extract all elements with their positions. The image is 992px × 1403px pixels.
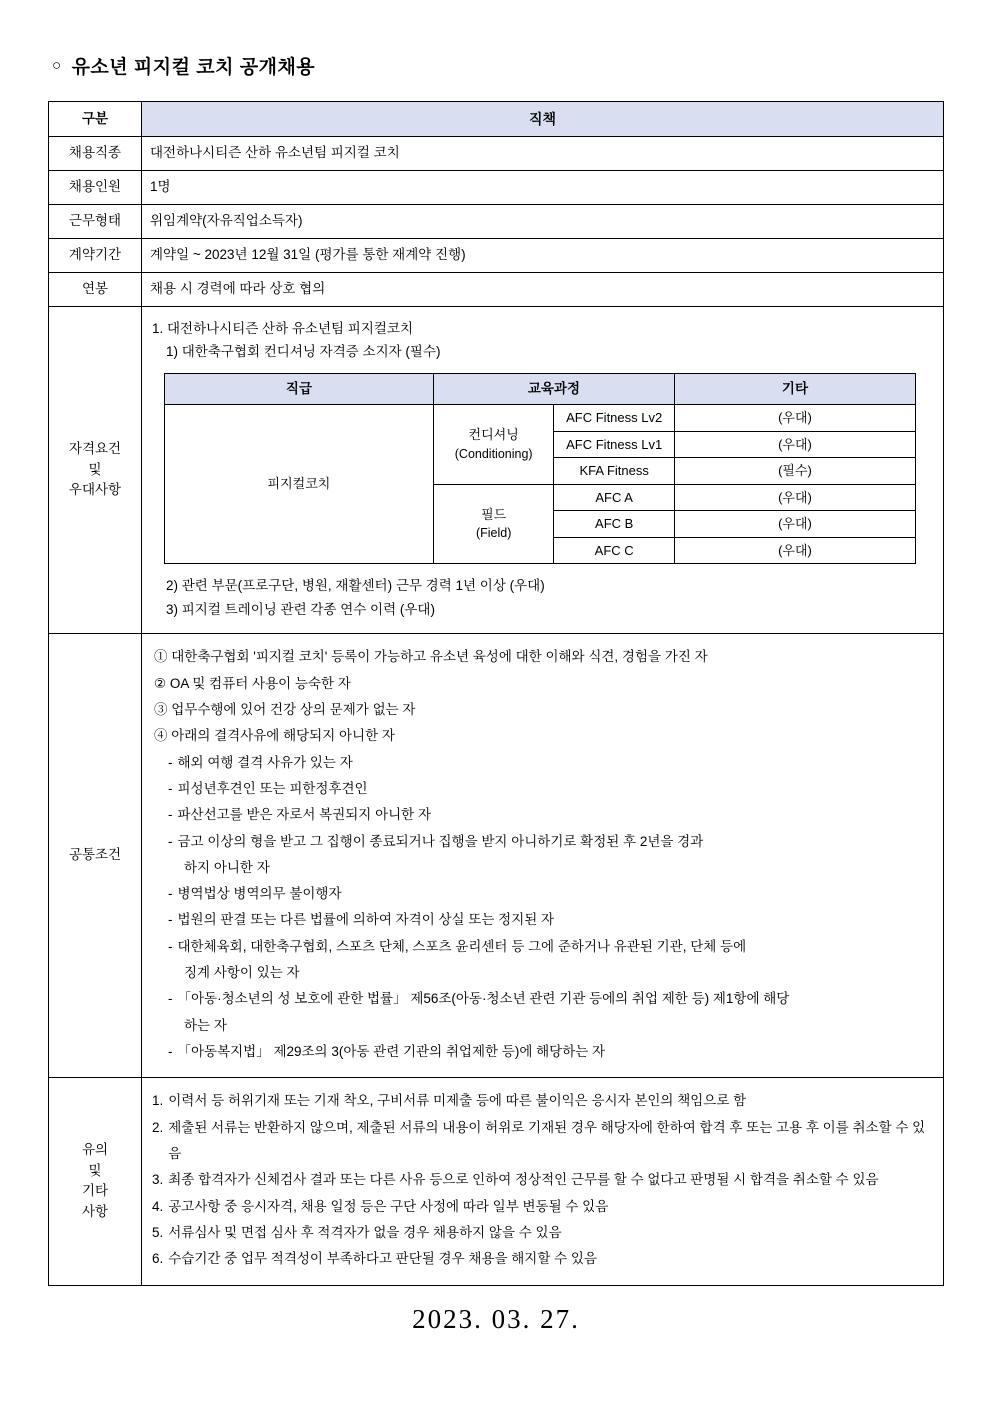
label-line: 자격요건 xyxy=(68,440,122,456)
note-item xyxy=(152,1246,933,1272)
certification-table xyxy=(164,373,916,564)
certification-header-row xyxy=(165,373,916,404)
condition-subitem xyxy=(152,829,933,855)
qualification-line-3: 2) 관련 부문(프로구단, 병원, 재활센터) 근무 경력 1년 이상 (우대) xyxy=(166,578,545,594)
row-label-qualification xyxy=(49,306,142,634)
cert-etc: (우대) xyxy=(674,537,915,564)
note-item xyxy=(152,1167,933,1193)
table-row xyxy=(49,137,944,171)
column-header-category: 구분 xyxy=(49,102,142,137)
label-line: 기타 xyxy=(81,1183,109,1199)
condition-subitem xyxy=(152,750,933,776)
note-number: 3. xyxy=(152,1172,164,1188)
condition-subitem-text: 피성년후견인 또는 피한정후견인 xyxy=(177,780,368,796)
table-row xyxy=(49,204,944,238)
dash-icon: - xyxy=(168,1044,173,1060)
row-label: 채용인원 xyxy=(49,170,142,204)
condition-subitem-text: 대한체육회, 대한축구협회, 스포츠 단체, 스포츠 윤리센터 등 그에 준하거나 유관된 기관, 단체 등에 xyxy=(177,938,747,954)
cert-column-course: 교육과정 xyxy=(433,373,674,404)
document-date: 2023. 03. 27. xyxy=(412,1303,580,1334)
row-value: 위임계약(자유직업소득자) xyxy=(142,204,944,238)
dash-icon: - xyxy=(168,807,173,823)
qualification-content xyxy=(142,306,944,634)
row-label-common-conditions: 공통조건 xyxy=(49,634,142,1078)
condition-continuation: 하지 아니한 자 xyxy=(184,859,270,875)
cert-course-name: 컨디셔닝 xyxy=(468,427,519,443)
condition-subitem xyxy=(152,986,933,1012)
condition-subitem-text: 「아동·청소년의 성 보호에 관한 법률」 제56조(아동·청소년 관련 기관 등에의 취업 제한 등) 제1항에 해당 xyxy=(177,991,790,1007)
note-text: 공고사항 중 응시자격, 채용 일정 등은 구단 사정에 따라 일부 변동될 수 있음 xyxy=(168,1198,609,1214)
row-label-notes xyxy=(49,1078,142,1285)
note-text: 서류심사 및 면접 심사 후 적격자가 없을 경우 채용하지 않을 수 있음 xyxy=(168,1224,562,1240)
recruitment-table xyxy=(48,101,944,1286)
note-text: 이력서 등 허위기재 또는 기재 착오, 구비서류 미제출 등에 따른 불이익은 응시자 본인의 책임으로 함 xyxy=(168,1093,747,1109)
label-line: 유의 xyxy=(81,1141,109,1157)
row-value: 대전하나시티즌 산하 유소년팀 피지컬 코치 xyxy=(142,137,944,171)
label-line: 우대사항 xyxy=(68,482,122,498)
label-line: 사항 xyxy=(81,1204,109,1220)
note-number: 4. xyxy=(152,1198,164,1214)
dash-icon: - xyxy=(168,780,173,796)
condition-item: ② OA 및 컴퓨터 사용이 능숙한 자 xyxy=(154,675,351,691)
cert-name: AFC Fitness Lv2 xyxy=(554,405,675,432)
note-number: 2. xyxy=(152,1119,164,1135)
dash-icon: - xyxy=(168,938,173,954)
condition-subitem xyxy=(152,802,933,828)
dash-icon: - xyxy=(168,833,173,849)
label-line: 및 xyxy=(88,1162,102,1178)
certification-row xyxy=(165,405,916,432)
cert-etc: (우대) xyxy=(674,405,915,432)
condition-continuation: 징계 사항이 있는 자 xyxy=(184,965,300,981)
note-number: 5. xyxy=(152,1224,164,1240)
table-row xyxy=(49,170,944,204)
row-value: 채용 시 경력에 따라 상호 협의 xyxy=(142,272,944,306)
common-conditions-content xyxy=(142,634,944,1078)
cert-column-rank: 직급 xyxy=(165,373,434,404)
note-number: 1. xyxy=(152,1093,164,1109)
page-title-text: 유소년 피지컬 코치 공개채용 xyxy=(71,57,316,78)
cert-column-etc: 기타 xyxy=(674,373,915,404)
common-conditions-list xyxy=(152,644,933,1065)
row-label: 계약기간 xyxy=(49,238,142,272)
row-label: 채용직종 xyxy=(49,137,142,171)
dash-icon: - xyxy=(168,912,173,928)
condition-subitem xyxy=(152,1039,933,1065)
note-item xyxy=(152,1115,933,1168)
cert-course-conditioning xyxy=(433,405,554,485)
cert-name: AFC A xyxy=(554,484,675,511)
qualification-line-2: 1) 대한축구협회 컨디셔닝 자격증 소지자 (필수) xyxy=(166,344,441,360)
row-label: 연봉 xyxy=(49,272,142,306)
condition-subitem-text: 법원의 판결 또는 다른 법률에 의하여 자격이 상실 또는 정지된 자 xyxy=(177,912,555,928)
dash-icon: - xyxy=(168,991,173,1007)
condition-subitem-text: 해외 여행 결격 사유가 있는 자 xyxy=(177,754,353,770)
condition-subitem-text: 「아동복지법」 제29조의 3(아동 관련 기관의 취업제한 등)에 해당하는 자 xyxy=(177,1044,606,1060)
cert-name: AFC C xyxy=(554,537,675,564)
row-value: 1명 xyxy=(142,170,944,204)
condition-item: ① 대한축구협회 '피지컬 코치' 등록이 가능하고 유소년 육성에 대한 이해와 식견, 경험을 가진 자 xyxy=(154,649,708,665)
dash-icon: - xyxy=(168,886,173,902)
notes-content xyxy=(142,1078,944,1285)
condition-subitem-text: 금고 이상의 형을 받고 그 집행이 종료되거나 집행을 받지 아니하기로 확정된 후 2년을 경과 xyxy=(177,833,704,849)
note-text: 최종 합격자가 신체검사 결과 또는 다른 사유 등으로 인하여 정상적인 근무를 할 수 없다고 판명될 시 합격을 취소할 수 있음 xyxy=(168,1172,879,1188)
table-row xyxy=(49,272,944,306)
note-number: 6. xyxy=(152,1251,164,1267)
label-line: 및 xyxy=(88,461,102,477)
condition-continuation: 하는 자 xyxy=(184,1017,227,1033)
note-text: 수습기간 중 업무 적격성이 부족하다고 판단될 경우 채용을 해지할 수 있음 xyxy=(168,1251,598,1267)
cert-etc: (우대) xyxy=(674,484,915,511)
cert-name: AFC Fitness Lv1 xyxy=(554,431,675,458)
table-row-qualification xyxy=(49,306,944,634)
cert-etc: (우대) xyxy=(674,431,915,458)
cert-etc: (우대) xyxy=(674,511,915,538)
cert-etc: (필수) xyxy=(674,458,915,485)
qualification-line-1: 1. 대전하나시티즌 산하 유소년팀 피지컬코치 xyxy=(152,320,413,336)
notes-list xyxy=(152,1088,933,1272)
cert-course-name: 필드 xyxy=(481,506,507,522)
cert-course-name-en: (Field) xyxy=(475,526,512,541)
cert-course-name-en: (Conditioning) xyxy=(454,446,533,461)
condition-item: ③ 업무수행에 있어 건강 상의 문제가 없는 자 xyxy=(154,701,416,717)
condition-subitem xyxy=(152,907,933,933)
condition-subitem-text: 파산선고를 받은 자로서 복권되지 아니한 자 xyxy=(177,807,431,823)
cert-course-field xyxy=(433,484,554,564)
column-header-position: 직책 xyxy=(142,102,944,137)
note-item xyxy=(152,1088,933,1114)
table-row xyxy=(49,238,944,272)
condition-subitem-text: 병역법상 병역의무 불이행자 xyxy=(177,886,342,902)
cert-name: AFC B xyxy=(554,511,675,538)
condition-item: ④ 아래의 결격사유에 해당되지 아니한 자 xyxy=(154,728,395,744)
table-row-common-conditions xyxy=(49,634,944,1078)
cert-rank-value: 피지컬코치 xyxy=(165,405,434,564)
bullet-icon: ○ xyxy=(52,57,62,74)
note-item xyxy=(152,1220,933,1246)
row-label: 근무형태 xyxy=(49,204,142,238)
cert-name: KFA Fitness xyxy=(554,458,675,485)
table-header-row xyxy=(49,102,944,137)
qualification-line-4: 3) 피지컬 트레이닝 관련 각종 연수 이력 (우대) xyxy=(166,601,435,617)
note-item xyxy=(152,1194,933,1220)
row-value: 계약일 ~ 2023년 12월 31일 (평가를 통한 재계약 진행) xyxy=(142,238,944,272)
note-text: 제출된 서류는 반환하지 않으며, 제출된 서류의 내용이 허위로 기재된 경우 해당자에 한하여 합격 후 또는 고용 후 이를 취소할 수 있음 xyxy=(168,1119,926,1161)
dash-icon: - xyxy=(168,754,173,770)
page-title xyxy=(52,52,944,79)
condition-subitem xyxy=(152,776,933,802)
table-row-notes xyxy=(49,1078,944,1285)
condition-subitem xyxy=(152,934,933,960)
condition-subitem xyxy=(152,881,933,907)
